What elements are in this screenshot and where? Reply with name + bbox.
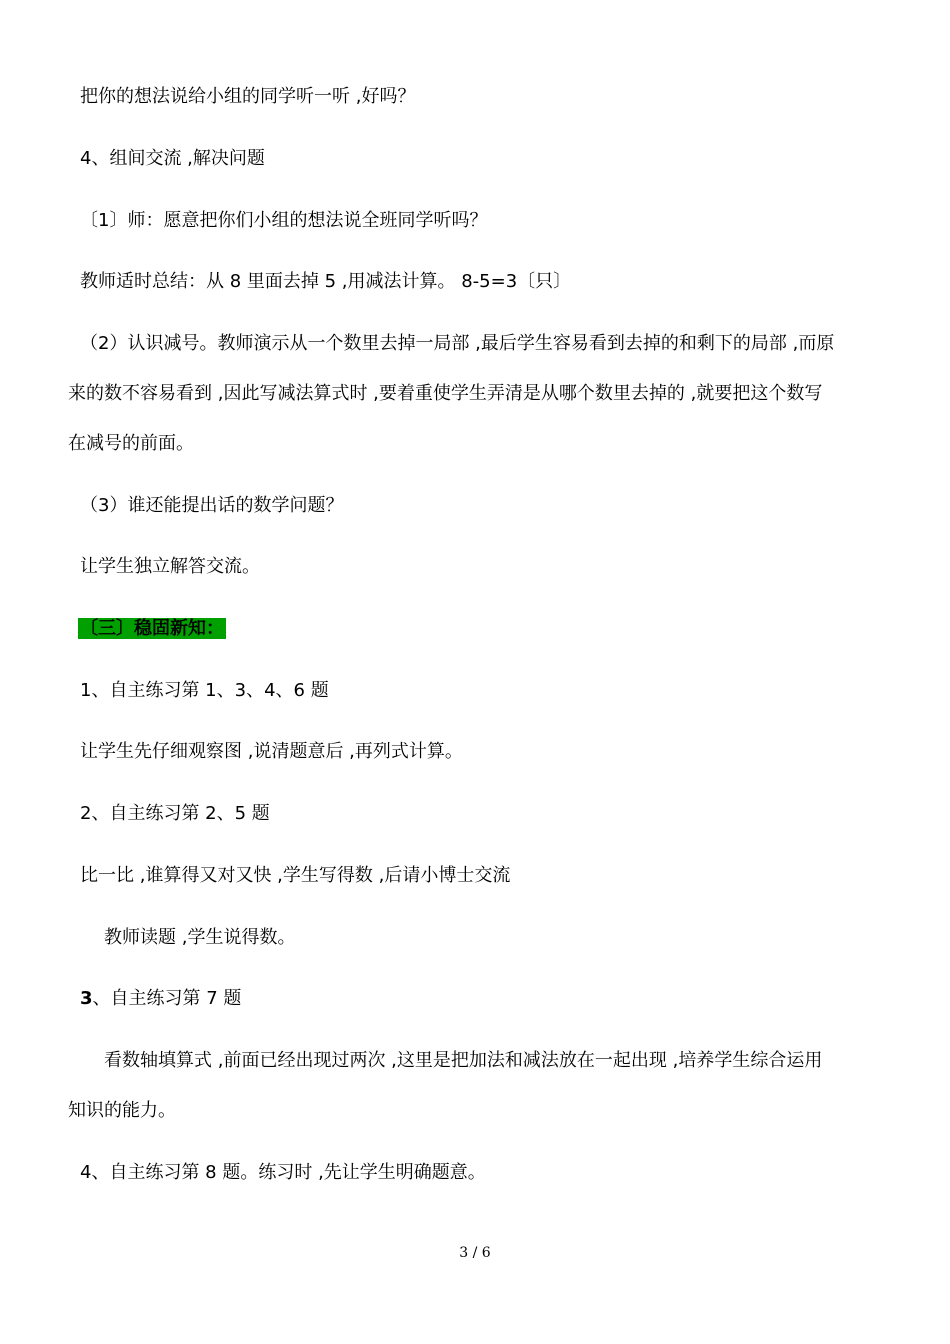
paragraph: 1、自主练习第 1、3、4、6 题: [80, 680, 329, 701]
paragraph: 知识的能力。: [68, 1100, 176, 1121]
paragraph-text: 、自主练习第 7 题: [92, 988, 242, 1009]
paragraph: 〔1〕师：愿意把你们小组的想法说全班同学听吗？: [80, 210, 488, 231]
paragraph: 来的数不容易看到 ,因此写减法算式时 ,要着重使学生弄清是从哪个数里去掉的 ,就要把这个数写: [68, 383, 823, 404]
paragraph: 教师读题 ,学生说得数。: [104, 927, 296, 948]
paragraph: 让学生独立解答交流。: [80, 556, 260, 577]
paragraph: 在减号的前面。: [68, 433, 194, 454]
page-number: 3 / 6: [459, 1245, 491, 1261]
bold-number: 3: [80, 988, 93, 1009]
paragraph: [80, 987, 241, 1011]
paragraph: （2）认识减号。教师演示从一个数里去掉一局部 ,最后学生容易看到去掉的和剩下的局部 ,而原: [80, 333, 835, 354]
highlighted-heading-text: 〔三〕稳固新知：: [80, 618, 224, 639]
section-heading: [78, 617, 226, 641]
paragraph: 让学生先仔细观察图 ,说清题意后 ,再列式计算。: [80, 741, 463, 762]
paragraph: 看数轴填算式 ,前面已经出现过两次 ,这里是把加法和减法放在一起出现 ,培养学生综合运用: [104, 1050, 823, 1071]
paragraph: 比一比 ,谁算得又对又快 ,学生写得数 ,后请小博士交流: [80, 865, 511, 886]
paragraph: 教师适时总结：从 8 里面去掉 5 ,用减法计算。 8-5=3〔只〕: [80, 271, 572, 292]
paragraph: （3）谁还能提出话的数学问题？: [80, 495, 344, 516]
paragraph: 把你的想法说给小组的同学听一听 ,好吗？: [80, 86, 416, 107]
paragraph: 2、自主练习第 2、5 题: [80, 803, 270, 824]
paragraph: 4、组间交流 ,解决问题: [80, 148, 265, 169]
paragraph: 4、自主练习第 8 题。练习时 ,先让学生明确题意。: [80, 1162, 486, 1183]
